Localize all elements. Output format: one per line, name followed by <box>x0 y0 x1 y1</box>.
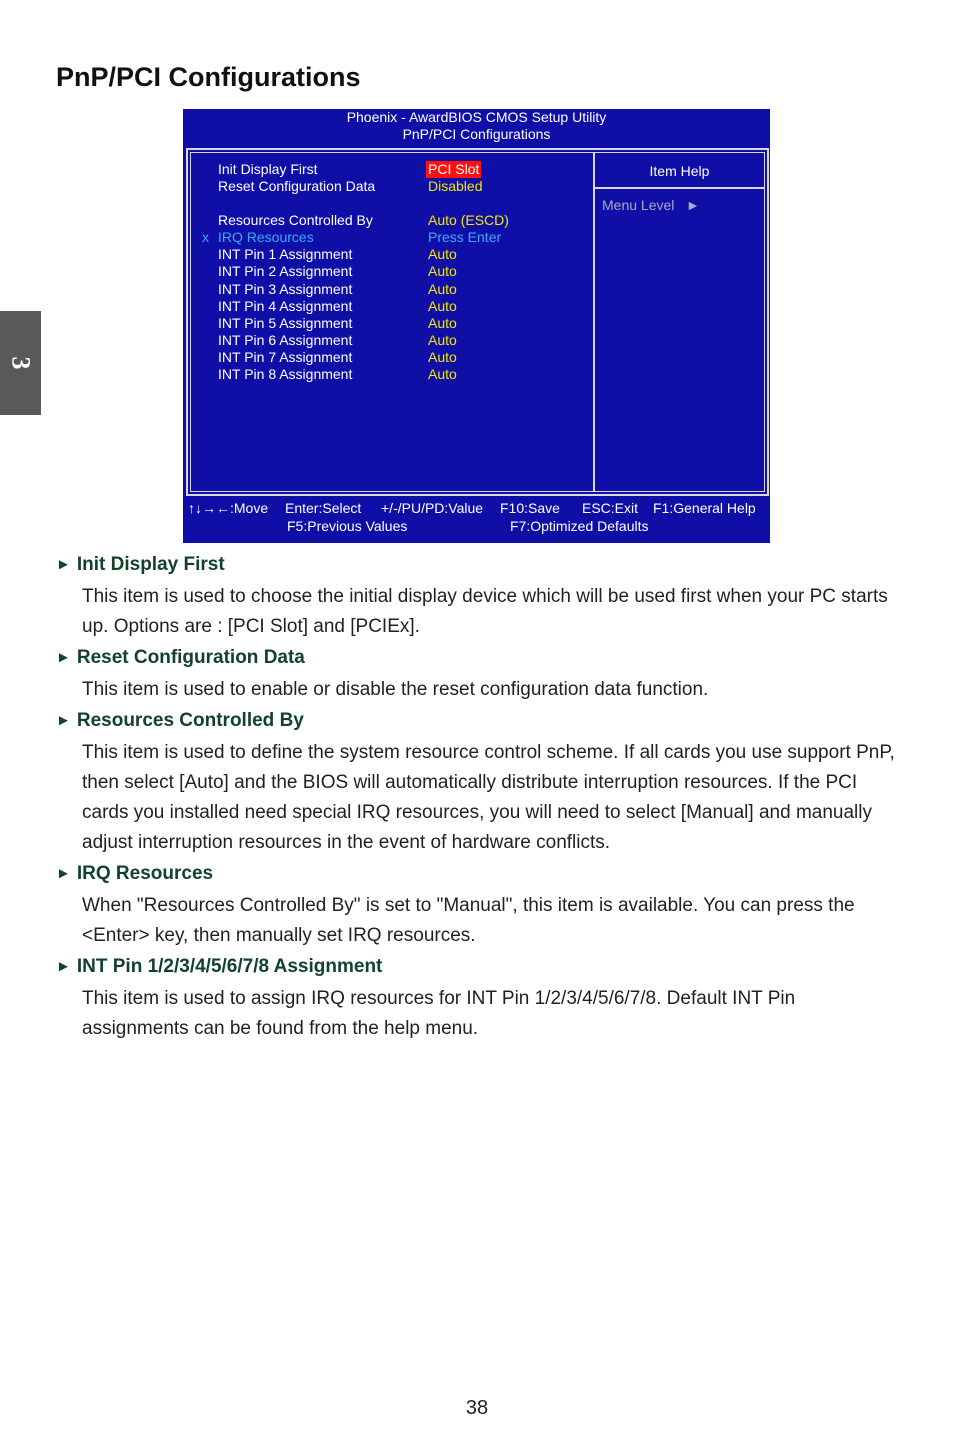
section-body: This item is used to enable or disable the reset configuration data function. <box>82 679 709 700</box>
setting-value[interactable]: Auto <box>428 315 457 331</box>
section-resources-controlled-by <box>56 708 896 858</box>
setting-value[interactable]: PCI Slot <box>428 161 480 177</box>
section-heading-text: Reset Configuration Data <box>76 647 305 668</box>
section-heading <box>56 708 896 735</box>
section-irq-resources <box>56 861 896 951</box>
triangle-bullet-icon: ► <box>56 556 71 573</box>
footer-select: Enter:Select <box>285 500 362 516</box>
setting-value[interactable]: Auto <box>428 298 457 314</box>
setting-value[interactable]: Auto <box>428 332 457 348</box>
triangle-bullet-icon: ► <box>56 958 71 975</box>
triangle-bullet-icon: ► <box>56 649 71 666</box>
section-body: This item is used to define the system resource control scheme. If all cards you use support PnP, then select [Auto] and the BIOS will automatically distribute interruption resources. If the PCI cards you installed need special IRQ resources, you will need to select [Manual] and manually adjust interruption resources in the event of hardware conflicts. <box>82 742 895 853</box>
section-heading <box>56 861 896 888</box>
bios-footer <box>188 499 770 535</box>
page-title: PnP/PCI Configurations <box>56 62 361 92</box>
setting-label: INT Pin 3 Assignment <box>218 281 353 297</box>
item-help-title: Item Help <box>649 163 710 179</box>
setting-label: INT Pin 4 Assignment <box>218 298 353 314</box>
footer-optimized-defaults: F7:Optimized Defaults <box>510 518 649 534</box>
setting-label: Reset Configuration Data <box>218 178 376 194</box>
setting-label: INT Pin 5 Assignment <box>218 315 353 331</box>
section-heading <box>56 552 896 579</box>
setting-label: IRQ Resources <box>218 229 314 245</box>
footer-help: F1:General Help <box>653 500 756 516</box>
section-heading-text: IRQ Resources <box>76 863 214 884</box>
triangle-bullet-icon: ► <box>56 712 71 729</box>
setting-value[interactable]: Press Enter <box>428 229 502 245</box>
menu-level-label: Menu Level <box>602 197 675 213</box>
setting-label: INT Pin 7 Assignment <box>218 349 353 365</box>
bios-header <box>183 109 770 143</box>
setting-value[interactable]: Auto <box>428 263 457 279</box>
bios-divider <box>593 153 595 491</box>
section-body: When "Resources Controlled By" is set to "Manual", this item is available. You can press the <Enter> key, then manually set IRQ resources. <box>82 895 855 946</box>
footer-move: ↑↓→←:Move <box>188 500 269 516</box>
menu-level <box>602 197 700 213</box>
menu-level-arrow-icon: ► <box>678 197 700 213</box>
setting-value[interactable]: Auto <box>428 366 457 382</box>
bios-frame-inner <box>190 152 765 492</box>
bios-frame <box>186 148 769 496</box>
footer-save: F10:Save <box>500 500 560 516</box>
footer-previous-values: F5:Previous Values <box>287 518 408 534</box>
setting-label: INT Pin 2 Assignment <box>218 263 353 279</box>
setting-value[interactable]: Auto <box>428 281 457 297</box>
footer-exit: ESC:Exit <box>582 500 639 516</box>
section-init-display-first <box>56 552 896 642</box>
bios-footer-line2 <box>188 517 770 535</box>
bios-screen <box>183 109 770 543</box>
setting-value[interactable]: Auto (ESCD) <box>428 212 509 228</box>
setting-value[interactable]: Auto <box>428 246 457 262</box>
section-body: This item is used to choose the initial display device which will be used first when your PC starts up. Options are : [PCI Slot] and [PCIEx]. <box>82 586 888 637</box>
section-heading-text: Init Display First <box>76 554 225 575</box>
section-int-pin-assignment <box>56 954 896 1044</box>
setting-value[interactable]: Disabled <box>428 178 483 194</box>
triangle-bullet-icon: ► <box>56 865 71 882</box>
bios-footer-line1 <box>188 499 770 517</box>
item-help-separator <box>595 187 764 189</box>
setting-label: Init Display First <box>218 161 318 177</box>
bios-header-menu: PnP/PCI Configurations <box>402 126 551 142</box>
section-heading-text: Resources Controlled By <box>76 710 304 731</box>
chapter-tab <box>0 311 41 415</box>
setting-label: INT Pin 1 Assignment <box>218 246 353 262</box>
footer-value: +/-/PU/PD:Value <box>381 500 484 516</box>
section-heading <box>56 954 896 981</box>
setting-label: INT Pin 6 Assignment <box>218 332 353 348</box>
row-mark: x <box>202 229 209 245</box>
setting-label: INT Pin 8 Assignment <box>218 366 353 382</box>
section-body: This item is used to assign IRQ resources for INT Pin 1/2/3/4/5/6/7/8. Default INT Pin assignments can be found from the help menu. <box>82 988 796 1039</box>
section-heading <box>56 645 896 672</box>
page-number: 38 <box>465 1397 489 1419</box>
section-reset-configuration-data <box>56 645 896 705</box>
chapter-number: 3 <box>6 356 36 370</box>
description-sections <box>56 552 896 1047</box>
section-heading-text: INT Pin 1/2/3/4/5/6/7/8 Assignment <box>76 956 383 977</box>
bios-header-utility: Phoenix - AwardBIOS CMOS Setup Utility <box>346 109 607 125</box>
setting-value[interactable]: Auto <box>428 349 457 365</box>
setting-label: Resources Controlled By <box>218 212 373 228</box>
